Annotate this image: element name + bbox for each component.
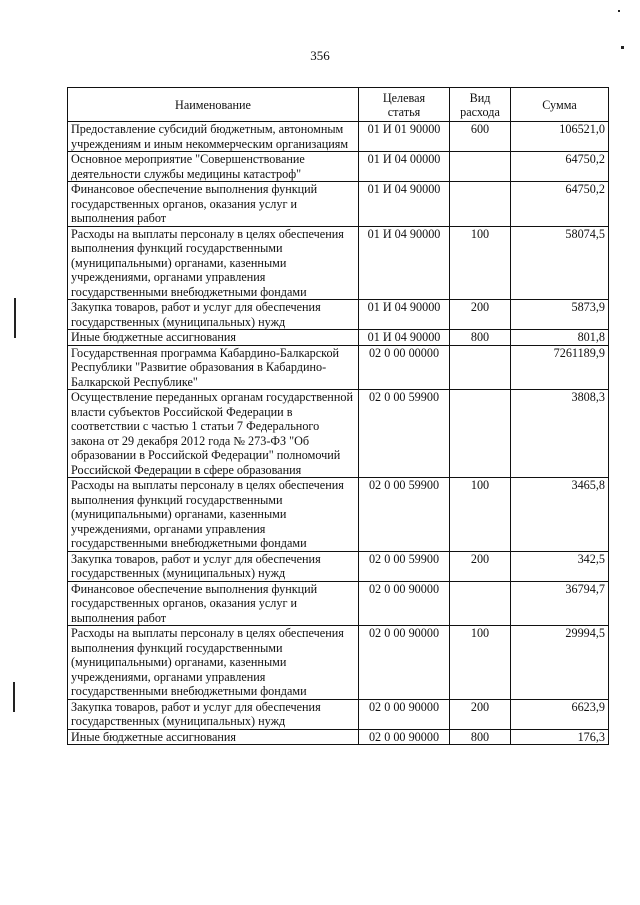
row-expense-type (450, 345, 511, 390)
row-sum: 801,8 (511, 330, 609, 346)
table-row (68, 330, 609, 346)
table-row (68, 581, 609, 626)
row-name: Финансовое обеспечение выполнения функций государственных органов, оказания услуг и выполнения работ (68, 581, 359, 626)
row-expense-type (450, 581, 511, 626)
header-name: Наименование (68, 88, 359, 122)
table-row (68, 182, 609, 227)
header-expense-type-line1: Вид (469, 90, 491, 105)
row-expense-type (450, 182, 511, 227)
row-expense-type: 200 (450, 551, 511, 581)
row-name: Закупка товаров, работ и услуг для обеспечения государственных (муниципальных) нужд (68, 699, 359, 729)
row-target-article: 01 И 04 90000 (359, 226, 450, 300)
row-name: Иные бюджетные ассигнования (68, 729, 359, 745)
row-sum: 29994,5 (511, 626, 609, 700)
row-sum: 5873,9 (511, 300, 609, 330)
row-expense-type: 800 (450, 729, 511, 745)
row-sum: 176,3 (511, 729, 609, 745)
scan-artifact-dot (618, 10, 620, 12)
row-sum: 7261189,9 (511, 345, 609, 390)
table-body (68, 122, 609, 745)
row-target-article: 02 0 00 59900 (359, 390, 450, 478)
table-row (68, 551, 609, 581)
table-row (68, 699, 609, 729)
header-expense-type-line2: расхода (460, 104, 500, 119)
table-row (68, 345, 609, 390)
row-name: Иные бюджетные ассигнования (68, 330, 359, 346)
row-target-article: 02 0 00 90000 (359, 699, 450, 729)
row-target-article: 02 0 00 90000 (359, 729, 450, 745)
header-target-article (359, 88, 450, 122)
header-target-article-line1: Целевая (382, 90, 426, 105)
row-target-article: 02 0 00 59900 (359, 478, 450, 552)
row-expense-type: 100 (450, 478, 511, 552)
row-sum: 106521,0 (511, 122, 609, 152)
row-expense-type: 200 (450, 300, 511, 330)
row-target-article: 02 0 00 90000 (359, 581, 450, 626)
row-expense-type: 100 (450, 226, 511, 300)
row-target-article: 01 И 04 90000 (359, 330, 450, 346)
row-expense-type: 100 (450, 626, 511, 700)
table-row (68, 226, 609, 300)
row-name: Предоставление субсидий бюджетным, автономным учреждениям и иным некоммерческим организациям (68, 122, 359, 152)
row-sum: 342,5 (511, 551, 609, 581)
row-expense-type: 800 (450, 330, 511, 346)
row-name: Осуществление переданных органам государственной власти субъектов Российской Федерации в соответствии с частью 1 статьи 7 Федерального закона от 29 декабря 2012 года № 273-ФЗ "Об образовании в Российской Федерации" полномочий Российской Федерации в сфере образования (68, 390, 359, 478)
row-target-article: 01 И 04 90000 (359, 182, 450, 227)
margin-line-mark (13, 682, 15, 712)
row-target-article: 02 0 00 00000 (359, 345, 450, 390)
row-sum: 64750,2 (511, 182, 609, 227)
row-name: Расходы на выплаты персоналу в целях обеспечения выполнения функций государственными (муниципальными) органами, казенными учреждениями, органами управления государственными внебюджетными фондами (68, 478, 359, 552)
row-sum: 3465,8 (511, 478, 609, 552)
header-sum: Сумма (511, 88, 609, 122)
table-row (68, 122, 609, 152)
table-row (68, 478, 609, 552)
header-target-article-line2: статья (387, 104, 421, 119)
row-sum: 3808,3 (511, 390, 609, 478)
row-sum: 58074,5 (511, 226, 609, 300)
row-sum: 64750,2 (511, 152, 609, 182)
row-expense-type: 600 (450, 122, 511, 152)
scan-artifact-dot (621, 46, 624, 49)
row-target-article: 02 0 00 59900 (359, 551, 450, 581)
page-number: 356 (310, 48, 330, 63)
row-expense-type (450, 152, 511, 182)
row-target-article: 01 И 04 90000 (359, 300, 450, 330)
row-name: Расходы на выплаты персоналу в целях обеспечения выполнения функций государственными (муниципальными) органами, казенными учреждениями, органами управления государственными внебюджетными фондами (68, 626, 359, 700)
table-row (68, 300, 609, 330)
table-row (68, 152, 609, 182)
table-header-row (68, 88, 609, 122)
row-name: Финансовое обеспечение выполнения функций государственных органов, оказания услуг и выполнения работ (68, 182, 359, 227)
row-name: Основное мероприятие "Совершенствование деятельности службы медицины катастроф" (68, 152, 359, 182)
row-expense-type (450, 390, 511, 478)
table-row (68, 626, 609, 700)
row-name: Закупка товаров, работ и услуг для обеспечения государственных (муниципальных) нужд (68, 300, 359, 330)
row-expense-type: 200 (450, 699, 511, 729)
row-name: Государственная программа Кабардино-Балкарской Республики "Развитие образования в Кабардино-Балкарской Республике" (68, 345, 359, 390)
table-row (68, 729, 609, 745)
header-expense-type (450, 88, 511, 122)
row-sum: 36794,7 (511, 581, 609, 626)
row-target-article: 01 И 01 90000 (359, 122, 450, 152)
row-target-article: 02 0 00 90000 (359, 626, 450, 700)
row-target-article: 01 И 04 00000 (359, 152, 450, 182)
budget-table (67, 87, 609, 745)
row-name: Расходы на выплаты персоналу в целях обеспечения выполнения функций государственными (муниципальными) органами, казенными учреждениями, органами управления государственными внебюджетными фондами (68, 226, 359, 300)
margin-line-mark (14, 298, 16, 338)
table-row (68, 390, 609, 478)
row-sum: 6623,9 (511, 699, 609, 729)
row-name: Закупка товаров, работ и услуг для обеспечения государственных (муниципальных) нужд (68, 551, 359, 581)
